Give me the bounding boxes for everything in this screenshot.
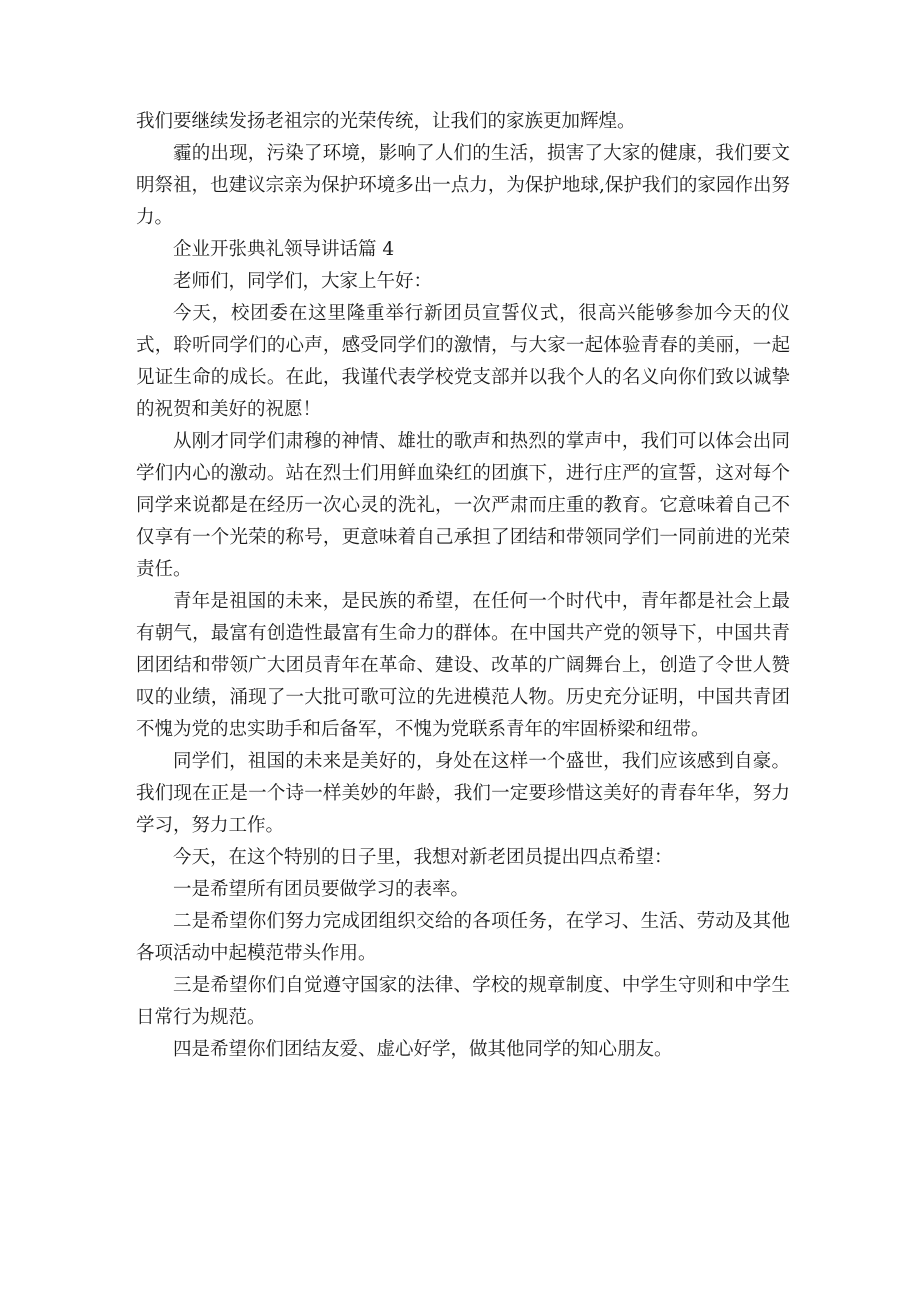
paragraph-oath: 从刚才同学们肃穆的神情、雄壮的歌声和热烈的掌声中，我们可以体会出同学们内心的激动。站在烈士们用鲜血染红的团旗下，进行庄严的宣誓，这对每个同学来说都是在经历一次心灵的洗礼，一次严肃而庄重的教育。它意味着自己不仅享有一个光荣的称号，更意味着自己承担了团结和带领同学们一同前进的光荣责任。 <box>136 431 790 580</box>
paragraph-hope-3: 三是希望你们自觉遵守国家的法律、学校的规章制度、中学生守则和中学生日常行为规范。 <box>136 975 790 1028</box>
paragraph-greeting: 老师们，同学们，大家上午好： <box>173 271 433 292</box>
paragraph-ceremony: 今天，校团委在这里隆重举行新团员宣誓仪式，很高兴能够参加今天的仪式，聆听同学们的心声，感受同学们的激情，与大家一起体验青春的美丽，一起见证生命的成长。在此，我谨代表学校党支部并以我个人的名义向你们致以诚挚的祝贺和美好的祝愿！ <box>136 303 790 420</box>
paragraph-future: 同学们，祖国的未来是美好的，身处在这样一个盛世，我们应该感到自豪。我们现在正是一个诗一样美妙的年龄，我们一定要珍惜这美好的青春年华，努力学习，努力工作。 <box>136 751 790 836</box>
paragraph-continuation: 我们要继续发扬老祖宗的光荣传统，让我们的家族更加辉煌。 <box>136 111 636 132</box>
paragraph-youth: 青年是祖国的未来，是民族的希望，在任何一个时代中，青年都是社会上最有朝气，最富有创造性最富有生命力的群体。在中国共产党的领导下，中国共青团团结和带领广大团员青年在革命、建设、改革的广阔舞台上，创造了令世人赞叹的业绩，涌现了一大批可歌可泣的先进模范人物。历史充分证明，中国共青团不愧为党的忠实助手和后备军，不愧为党联系青年的牢固桥梁和纽带。 <box>136 591 790 740</box>
paragraph-hopes-intro: 今天，在这个特别的日子里，我想对新老团员提出四点希望： <box>173 847 673 868</box>
paragraph-hope-1: 一是希望所有团员要做学习的表率。 <box>173 879 470 900</box>
paragraph-hope-4: 四是希望你们团结友爱、虚心好学，做其他同学的知心朋友。 <box>173 1039 673 1060</box>
paragraph-hope-2: 二是希望你们努力完成团组织交给的各项任务，在学习、生活、劳动及其他各项活动中起模范带头作用。 <box>136 911 790 964</box>
section-heading: 企业开张典礼领导讲话篇 4 <box>173 239 395 260</box>
paragraph-haze: 霾的出现，污染了环境，影响了人们的生活，损害了大家的健康，我们要文明祭祖，也建议宗亲为保护环境多出一点力，为保护地球,保护我们的家园作出努力。 <box>136 143 790 228</box>
